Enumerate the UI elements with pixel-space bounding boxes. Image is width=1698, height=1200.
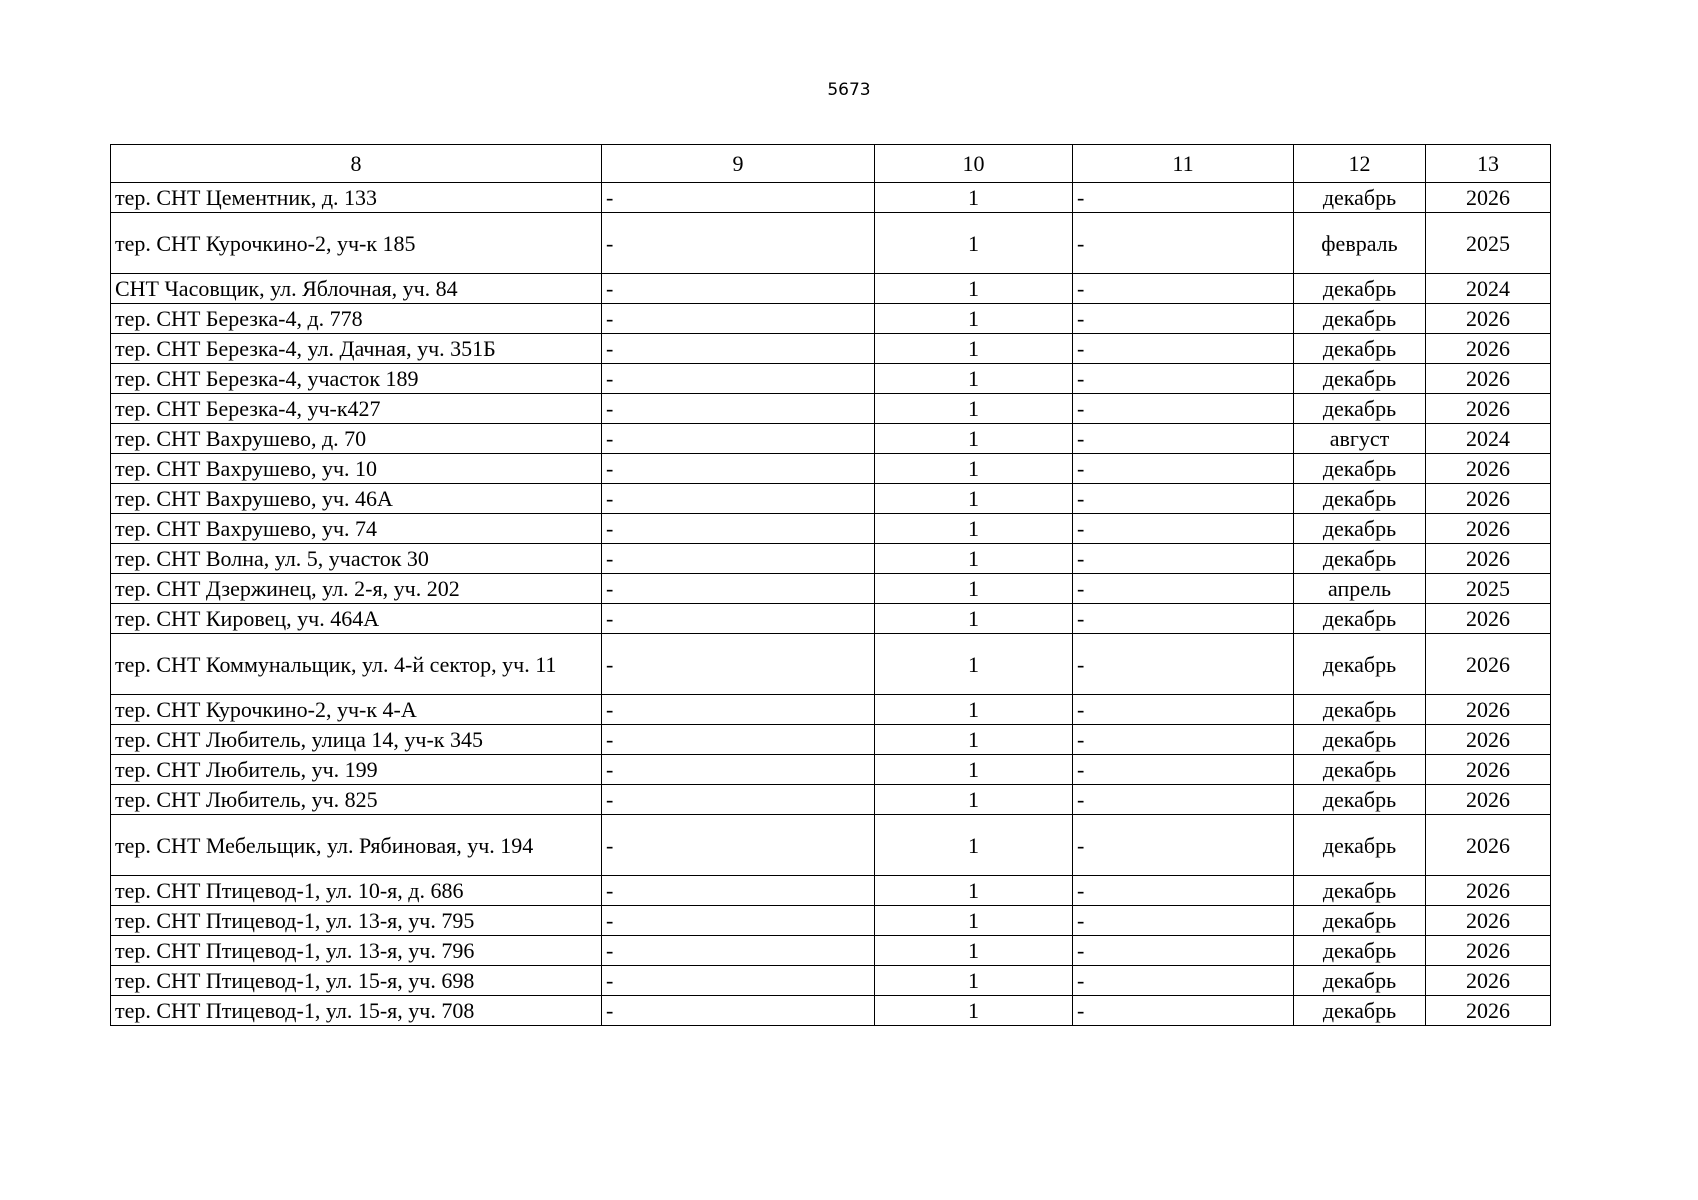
col11-cell: -	[1073, 695, 1294, 725]
year-cell: 2026	[1426, 634, 1551, 695]
quantity-cell: 1	[875, 604, 1073, 634]
table-row	[111, 514, 1551, 544]
month-cell: декабрь	[1294, 484, 1426, 514]
col9-cell: -	[602, 725, 875, 755]
col9-cell: -	[602, 604, 875, 634]
quantity-cell: 1	[875, 514, 1073, 544]
column-header-11: 11	[1073, 145, 1294, 183]
header-row	[111, 145, 1551, 183]
quantity-cell: 1	[875, 213, 1073, 274]
col11-cell: -	[1073, 484, 1294, 514]
table-row	[111, 634, 1551, 695]
table-row	[111, 725, 1551, 755]
address-cell: тер. СНТ Березка-4, д. 778	[111, 304, 602, 334]
col9-cell: -	[602, 364, 875, 394]
year-cell: 2026	[1426, 304, 1551, 334]
month-cell: декабрь	[1294, 544, 1426, 574]
year-cell: 2026	[1426, 544, 1551, 574]
year-cell: 2026	[1426, 725, 1551, 755]
col11-cell: -	[1073, 213, 1294, 274]
col11-cell: -	[1073, 424, 1294, 454]
month-cell: декабрь	[1294, 364, 1426, 394]
month-cell: декабрь	[1294, 695, 1426, 725]
year-cell: 2026	[1426, 785, 1551, 815]
address-cell: тер. СНТ Вахрушево, д. 70	[111, 424, 602, 454]
year-cell: 2026	[1426, 364, 1551, 394]
col9-cell: -	[602, 334, 875, 364]
year-cell: 2025	[1426, 574, 1551, 604]
quantity-cell: 1	[875, 574, 1073, 604]
quantity-cell: 1	[875, 544, 1073, 574]
year-cell: 2026	[1426, 936, 1551, 966]
column-header-10: 10	[875, 145, 1073, 183]
address-cell: тер. СНТ Березка-4, уч-к427	[111, 394, 602, 424]
col11-cell: -	[1073, 996, 1294, 1026]
quantity-cell: 1	[875, 274, 1073, 304]
column-header-8: 8	[111, 145, 602, 183]
month-cell: декабрь	[1294, 334, 1426, 364]
year-cell: 2026	[1426, 183, 1551, 213]
address-cell: тер. СНТ Коммунальщик, ул. 4-й сектор, уч. 11	[111, 634, 602, 695]
table-row	[111, 785, 1551, 815]
table-row	[111, 274, 1551, 304]
quantity-cell: 1	[875, 996, 1073, 1026]
col11-cell: -	[1073, 604, 1294, 634]
table-row	[111, 364, 1551, 394]
col11-cell: -	[1073, 815, 1294, 876]
month-cell: декабрь	[1294, 906, 1426, 936]
address-cell: тер. СНТ Курочкино-2, уч-к 185	[111, 213, 602, 274]
address-cell: тер. СНТ Любитель, уч. 825	[111, 785, 602, 815]
col9-cell: -	[602, 785, 875, 815]
col9-cell: -	[602, 815, 875, 876]
col9-cell: -	[602, 544, 875, 574]
month-cell: декабрь	[1294, 304, 1426, 334]
table-row	[111, 936, 1551, 966]
year-cell: 2024	[1426, 424, 1551, 454]
quantity-cell: 1	[875, 394, 1073, 424]
col9-cell: -	[602, 484, 875, 514]
col9-cell: -	[602, 966, 875, 996]
year-cell: 2026	[1426, 604, 1551, 634]
col11-cell: -	[1073, 394, 1294, 424]
col11-cell: -	[1073, 966, 1294, 996]
col11-cell: -	[1073, 755, 1294, 785]
address-cell: тер. СНТ Курочкино-2, уч-к 4-А	[111, 695, 602, 725]
address-cell: тер. СНТ Березка-4, ул. Дачная, уч. 351Б	[111, 334, 602, 364]
month-cell: декабрь	[1294, 725, 1426, 755]
address-cell: тер. СНТ Цементник, д. 133	[111, 183, 602, 213]
month-cell: декабрь	[1294, 785, 1426, 815]
address-cell: тер. СНТ Птицевод-1, ул. 13-я, уч. 795	[111, 906, 602, 936]
month-cell: декабрь	[1294, 815, 1426, 876]
address-cell: тер. СНТ Птицевод-1, ул. 15-я, уч. 698	[111, 966, 602, 996]
table-row	[111, 394, 1551, 424]
quantity-cell: 1	[875, 334, 1073, 364]
quantity-cell: 1	[875, 364, 1073, 394]
year-cell: 2026	[1426, 695, 1551, 725]
col9-cell: -	[602, 394, 875, 424]
col11-cell: -	[1073, 364, 1294, 394]
month-cell: декабрь	[1294, 394, 1426, 424]
year-cell: 2026	[1426, 996, 1551, 1026]
table-row	[111, 815, 1551, 876]
address-cell: тер. СНТ Дзержинец, ул. 2-я, уч. 202	[111, 574, 602, 604]
address-cell: тер. СНТ Мебельщик, ул. Рябиновая, уч. 194	[111, 815, 602, 876]
col9-cell: -	[602, 876, 875, 906]
month-cell: декабрь	[1294, 966, 1426, 996]
month-cell: декабрь	[1294, 634, 1426, 695]
address-cell: тер. СНТ Птицевод-1, ул. 10-я, д. 686	[111, 876, 602, 906]
month-cell: декабрь	[1294, 876, 1426, 906]
table-body	[111, 183, 1551, 1026]
address-cell: тер. СНТ Птицевод-1, ул. 15-я, уч. 708	[111, 996, 602, 1026]
column-header-13: 13	[1426, 145, 1551, 183]
year-cell: 2026	[1426, 815, 1551, 876]
table-row	[111, 906, 1551, 936]
month-cell: декабрь	[1294, 936, 1426, 966]
col11-cell: -	[1073, 574, 1294, 604]
month-cell: август	[1294, 424, 1426, 454]
month-cell: декабрь	[1294, 996, 1426, 1026]
table-row	[111, 304, 1551, 334]
quantity-cell: 1	[875, 936, 1073, 966]
quantity-cell: 1	[875, 906, 1073, 936]
address-cell: тер. СНТ Любитель, уч. 199	[111, 755, 602, 785]
year-cell: 2024	[1426, 274, 1551, 304]
year-cell: 2026	[1426, 454, 1551, 484]
table-header	[111, 145, 1551, 183]
year-cell: 2026	[1426, 334, 1551, 364]
address-cell: тер. СНТ Вахрушево, уч. 10	[111, 454, 602, 484]
page-number: 5673	[827, 80, 871, 100]
column-header-9: 9	[602, 145, 875, 183]
col9-cell: -	[602, 574, 875, 604]
address-cell: СНТ Часовщик, ул. Яблочная, уч. 84	[111, 274, 602, 304]
col11-cell: -	[1073, 183, 1294, 213]
table-row	[111, 695, 1551, 725]
quantity-cell: 1	[875, 785, 1073, 815]
col9-cell: -	[602, 454, 875, 484]
col11-cell: -	[1073, 304, 1294, 334]
quantity-cell: 1	[875, 454, 1073, 484]
table-row	[111, 544, 1551, 574]
table-row	[111, 454, 1551, 484]
quantity-cell: 1	[875, 815, 1073, 876]
col9-cell: -	[602, 304, 875, 334]
month-cell: декабрь	[1294, 183, 1426, 213]
col9-cell: -	[602, 755, 875, 785]
col9-cell: -	[602, 936, 875, 966]
column-header-12: 12	[1294, 145, 1426, 183]
quantity-cell: 1	[875, 634, 1073, 695]
address-cell: тер. СНТ Птицевод-1, ул. 13-я, уч. 796	[111, 936, 602, 966]
month-cell: февраль	[1294, 213, 1426, 274]
address-cell: тер. СНТ Березка-4, участок 189	[111, 364, 602, 394]
col11-cell: -	[1073, 634, 1294, 695]
col11-cell: -	[1073, 334, 1294, 364]
col11-cell: -	[1073, 274, 1294, 304]
col9-cell: -	[602, 274, 875, 304]
table-row	[111, 334, 1551, 364]
col11-cell: -	[1073, 544, 1294, 574]
col11-cell: -	[1073, 876, 1294, 906]
col11-cell: -	[1073, 725, 1294, 755]
month-cell: декабрь	[1294, 604, 1426, 634]
table-row	[111, 876, 1551, 906]
table-row	[111, 213, 1551, 274]
table-row	[111, 183, 1551, 213]
col9-cell: -	[602, 424, 875, 454]
quantity-cell: 1	[875, 755, 1073, 785]
table-row	[111, 424, 1551, 454]
table-row	[111, 966, 1551, 996]
year-cell: 2026	[1426, 514, 1551, 544]
col9-cell: -	[602, 183, 875, 213]
month-cell: апрель	[1294, 574, 1426, 604]
table-row	[111, 574, 1551, 604]
col11-cell: -	[1073, 936, 1294, 966]
year-cell: 2026	[1426, 755, 1551, 785]
table-row	[111, 755, 1551, 785]
col11-cell: -	[1073, 785, 1294, 815]
quantity-cell: 1	[875, 424, 1073, 454]
col9-cell: -	[602, 695, 875, 725]
year-cell: 2026	[1426, 484, 1551, 514]
quantity-cell: 1	[875, 304, 1073, 334]
col9-cell: -	[602, 514, 875, 544]
col11-cell: -	[1073, 906, 1294, 936]
quantity-cell: 1	[875, 484, 1073, 514]
year-cell: 2026	[1426, 876, 1551, 906]
col9-cell: -	[602, 634, 875, 695]
quantity-cell: 1	[875, 725, 1073, 755]
year-cell: 2026	[1426, 966, 1551, 996]
col11-cell: -	[1073, 454, 1294, 484]
address-cell: тер. СНТ Любитель, улица 14, уч-к 345	[111, 725, 602, 755]
address-cell: тер. СНТ Вахрушево, уч. 46А	[111, 484, 602, 514]
table-row	[111, 484, 1551, 514]
month-cell: декабрь	[1294, 454, 1426, 484]
quantity-cell: 1	[875, 876, 1073, 906]
month-cell: декабрь	[1294, 755, 1426, 785]
table-row	[111, 604, 1551, 634]
year-cell: 2026	[1426, 906, 1551, 936]
data-table	[110, 144, 1551, 1026]
col11-cell: -	[1073, 514, 1294, 544]
year-cell: 2026	[1426, 394, 1551, 424]
quantity-cell: 1	[875, 966, 1073, 996]
col9-cell: -	[602, 996, 875, 1026]
table-row	[111, 996, 1551, 1026]
quantity-cell: 1	[875, 183, 1073, 213]
address-cell: тер. СНТ Кировец, уч. 464А	[111, 604, 602, 634]
address-cell: тер. СНТ Вахрушево, уч. 74	[111, 514, 602, 544]
col9-cell: -	[602, 906, 875, 936]
month-cell: декабрь	[1294, 274, 1426, 304]
address-cell: тер. СНТ Волна, ул. 5, участок 30	[111, 544, 602, 574]
col9-cell: -	[602, 213, 875, 274]
month-cell: декабрь	[1294, 514, 1426, 544]
year-cell: 2025	[1426, 213, 1551, 274]
quantity-cell: 1	[875, 695, 1073, 725]
